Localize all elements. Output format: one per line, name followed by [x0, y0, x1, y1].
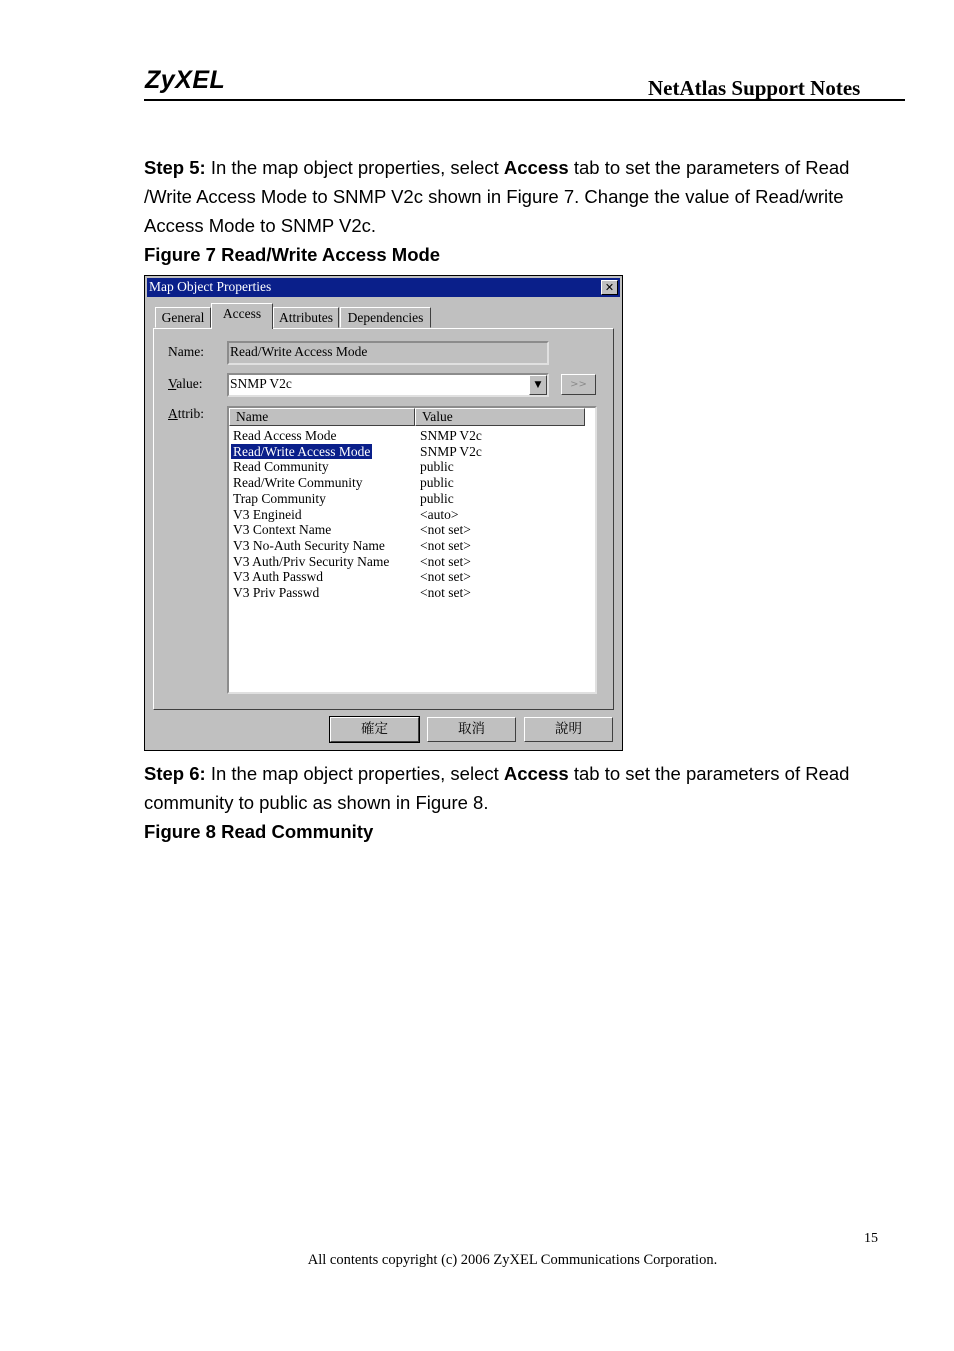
value-label-mnemonic: V	[168, 376, 177, 391]
value-label	[168, 376, 203, 392]
step6-text-1: In the map object properties, select	[205, 763, 504, 784]
attrib-label-rest: ttrib:	[177, 406, 204, 421]
value-combobox[interactable]	[227, 373, 549, 397]
ok-button[interactable]: 確定	[330, 717, 419, 742]
list-item[interactable]	[229, 475, 595, 491]
dialog-title: Map Object Properties	[149, 279, 272, 294]
value-label-rest: alue:	[176, 376, 203, 391]
list-item-value: <auto>	[420, 506, 459, 522]
step5-label: Step 5:	[144, 157, 206, 178]
attrib-label	[168, 406, 204, 422]
list-item-name: V3 Engineid	[233, 506, 302, 522]
step5-text-2: tab to set the parameters of Read /Write Access Mode to SNMP V2c shown in Figure 7. Change the value of Read/write Access Mode to SNMP V2c.	[144, 157, 850, 236]
step6-text-2: tab to set the parameters of Read community to public as shown in Figure 8.	[144, 763, 850, 813]
list-item-name: V3 Auth Passwd	[233, 569, 324, 585]
list-item-value: <not set>	[420, 522, 471, 538]
column-header-value[interactable]: Value	[415, 408, 585, 426]
dialog-titlebar	[147, 278, 620, 297]
list-item-name: V3 No-Auth Security Name	[233, 537, 385, 553]
attributes-listview[interactable]	[227, 406, 597, 694]
value-combobox-text: SNMP V2c	[230, 376, 292, 391]
list-item[interactable]	[229, 569, 595, 585]
document-title: NetAtlas Support Notes	[648, 76, 861, 100]
step6-bold: Access	[503, 763, 569, 784]
figure8-caption: Figure 8 Read Community	[144, 821, 374, 842]
step5-paragraph	[144, 153, 884, 240]
map-object-properties-dialog	[144, 275, 623, 751]
list-item-name: Read Community	[233, 459, 329, 475]
list-item[interactable]	[229, 522, 595, 538]
list-item-name: Read/Write Community	[233, 475, 363, 491]
step6-paragraph	[144, 759, 884, 817]
list-item[interactable]	[229, 554, 595, 570]
tab-dependencies[interactable]: Dependencies	[340, 307, 431, 328]
header-rule	[144, 99, 905, 101]
chevron-down-icon[interactable]: ▼	[529, 375, 547, 395]
list-item[interactable]	[229, 585, 595, 601]
column-header-name[interactable]: Name	[229, 408, 415, 426]
copyright-footer: All contents copyright (c) 2006 ZyXEL Communications Corporation.	[307, 1252, 718, 1268]
tab-attributes[interactable]: Attributes	[273, 307, 339, 328]
list-item-name: V3 Priv Passwd	[233, 585, 320, 600]
step5-text-1: In the map object properties, select	[205, 157, 504, 178]
list-item-value: public	[420, 490, 454, 506]
name-field[interactable]: Read/Write Access Mode	[227, 341, 549, 365]
step6-label: Step 6:	[144, 763, 206, 784]
step5-bold: Access	[503, 157, 569, 178]
list-item[interactable]	[229, 428, 595, 444]
help-button[interactable]: 說明	[524, 717, 613, 742]
tab-general[interactable]: General	[155, 307, 211, 328]
figure7-caption: Figure 7 Read/Write Access Mode	[144, 244, 441, 265]
close-icon[interactable]: ✕	[601, 280, 618, 295]
cancel-button[interactable]: 取消	[427, 717, 516, 742]
list-item-value: public	[420, 475, 454, 491]
list-item-value: <not set>	[420, 553, 471, 569]
page-number: 15	[864, 1231, 878, 1246]
list-item-value: SNMP V2c	[420, 443, 482, 459]
list-item-name: Read/Write Access Mode	[233, 443, 371, 459]
list-item[interactable]	[229, 444, 595, 460]
list-item[interactable]	[229, 538, 595, 554]
list-item-name: V3 Auth/Priv Security Name	[233, 553, 390, 569]
list-item-value: public	[420, 459, 454, 475]
list-item-value: SNMP V2c	[420, 428, 482, 443]
more-button[interactable]: >>	[561, 374, 596, 395]
list-item[interactable]	[229, 459, 595, 475]
zyxel-logo: ZyXEL	[145, 66, 226, 94]
list-item-name: Trap Community	[233, 490, 326, 506]
tab-access[interactable]: Access	[211, 303, 273, 329]
list-item[interactable]	[229, 491, 595, 507]
attrib-label-mnemonic: A	[168, 406, 178, 421]
list-item-name: V3 Context Name	[233, 522, 332, 538]
list-item[interactable]	[229, 507, 595, 523]
list-item-value: <not set>	[420, 537, 471, 553]
name-label: Name:	[168, 344, 204, 359]
list-item-name: Read Access Mode	[233, 428, 337, 443]
list-item-value: <not set>	[420, 585, 471, 600]
list-item-value: <not set>	[420, 569, 471, 585]
